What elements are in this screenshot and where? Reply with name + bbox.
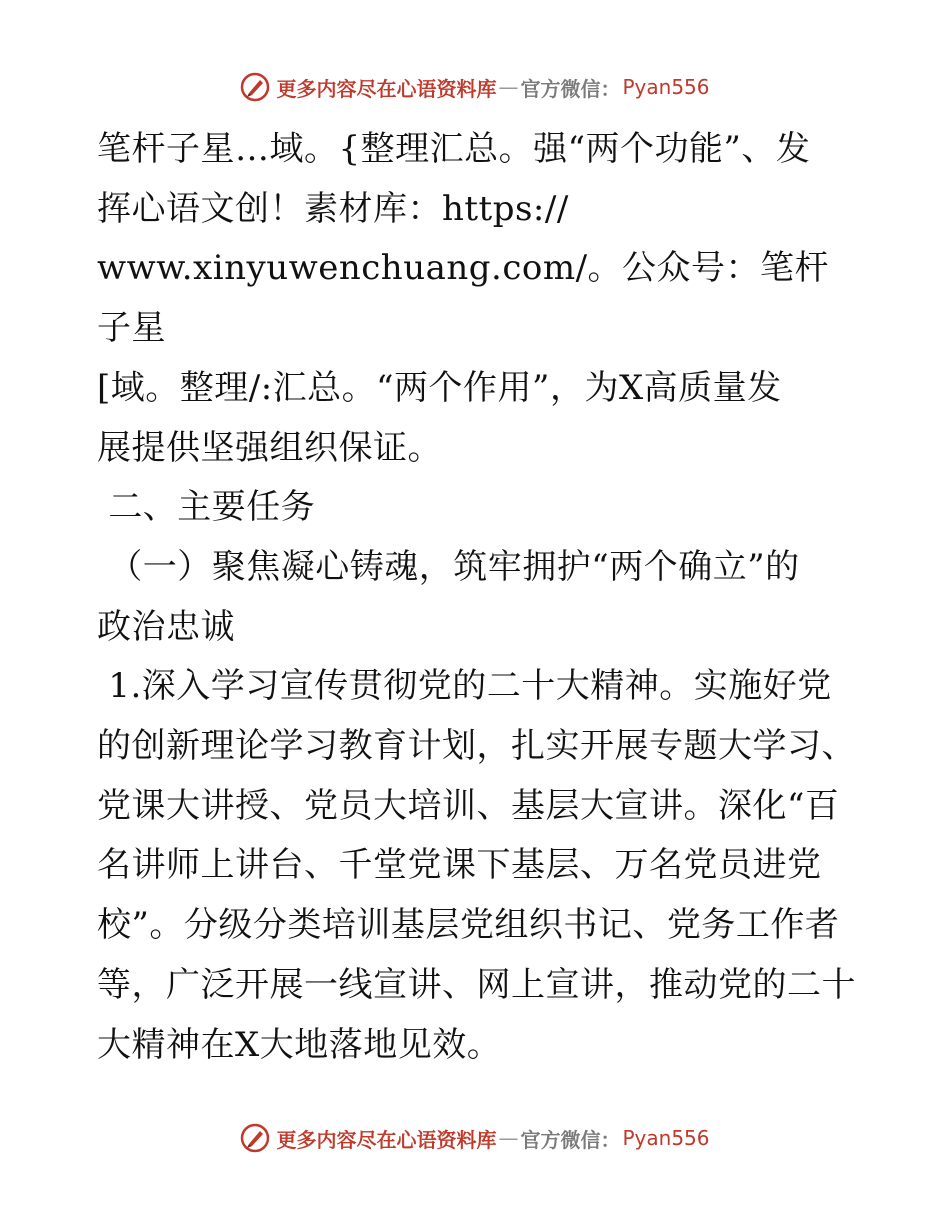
body-line: www.xinyuwenchuang.com/。公众号：笔杆子星: [97, 248, 830, 349]
body-line: [域。整理/:汇总。“两个作用”，为X高质量发: [97, 367, 782, 408]
footer-wechat-label: 官方微信：: [520, 1127, 621, 1152]
header-wechat-id: Pyan556: [622, 75, 710, 99]
header-banner-separator: —: [498, 75, 519, 99]
header-banner-text: 更多内容尽在心语资料库: [276, 76, 497, 101]
body-line: 党课大讲授、党员大培训、基层大宣讲。深化“百: [97, 785, 840, 826]
subsection-heading-cont: 政治忠诚: [97, 606, 235, 647]
body-line: 笔杆子星…域。{整理汇总。强“两个功能”、发: [97, 129, 811, 169]
body-line: 挥心语文创！素材库：https://: [97, 188, 569, 229]
footer-banner: [0, 1123, 950, 1153]
footer-wechat-id: Pyan556: [622, 1126, 710, 1150]
section-heading: 二、主要任务: [97, 487, 316, 528]
body-line: 等，广泛开展一线宣讲、网上宣讲，推动党的二十: [97, 964, 856, 1005]
body-line: 的创新理论学习教育计划，扎实开展专题大学习、: [97, 726, 856, 767]
pen-logo-icon: [240, 1123, 270, 1153]
pen-logo-icon: [240, 72, 270, 102]
body-line: 大精神在X大地落地见效。: [97, 1024, 502, 1065]
subsection-heading: （一）聚焦凝心铸魂，筑牢拥护“两个确立”的: [97, 546, 800, 587]
body-line: 名讲师上讲台、千堂党课下基层、万名党员进党: [97, 845, 822, 886]
body-line: 展提供坚强组织保证。: [97, 427, 442, 468]
body-line: 1.深入学习宣传贯彻党的二十大精神。实施好党: [97, 666, 832, 707]
footer-banner-separator: —: [498, 1126, 519, 1150]
header-banner: [0, 72, 950, 102]
body-line: 校”。分级分类培训基层党组织书记、党务工作者: [97, 905, 840, 946]
header-wechat-label: 官方微信：: [520, 76, 621, 101]
footer-banner-text: 更多内容尽在心语资料库: [276, 1127, 497, 1152]
document-body: [97, 120, 857, 1075]
